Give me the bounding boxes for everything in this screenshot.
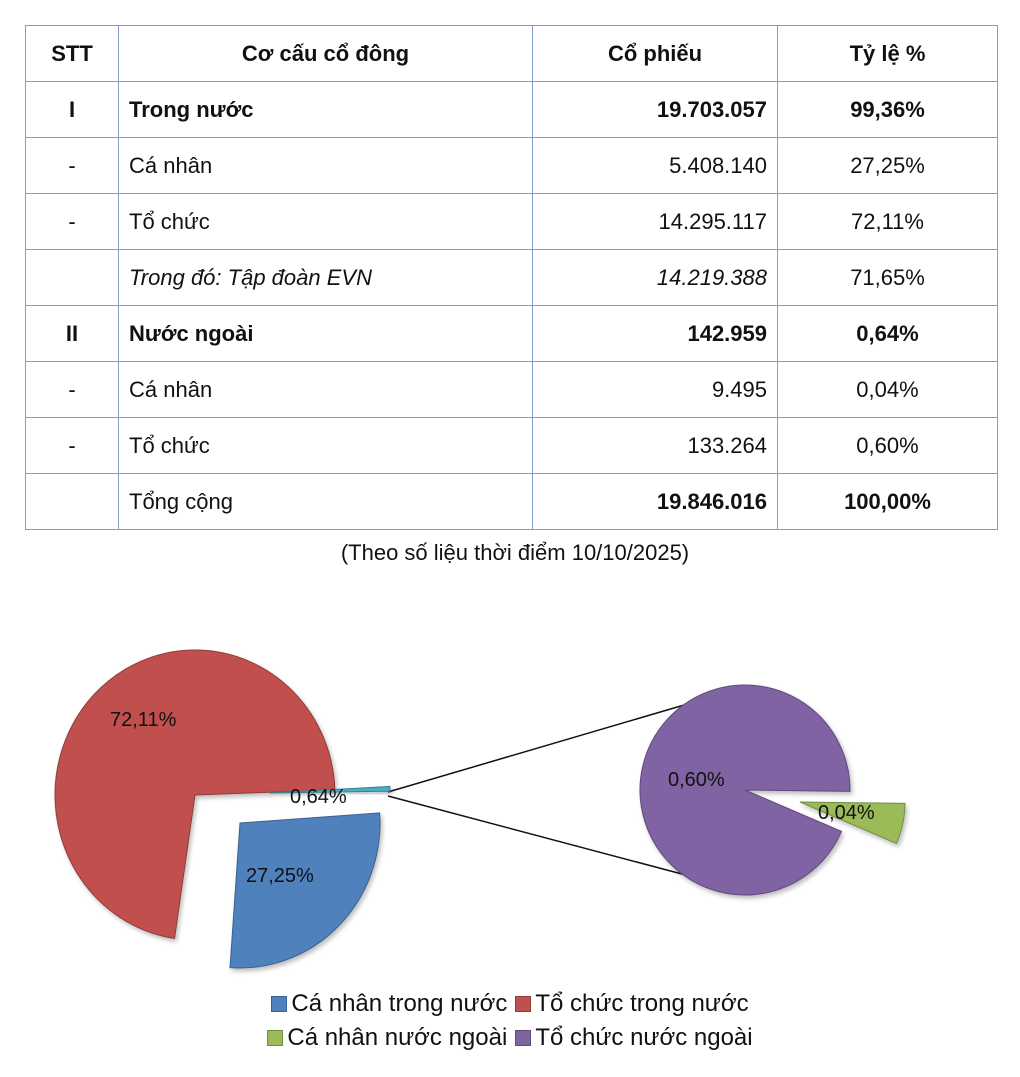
header-stt: STT bbox=[26, 26, 119, 82]
table-row bbox=[26, 250, 998, 306]
table-header-row bbox=[26, 26, 998, 82]
table-row bbox=[26, 306, 998, 362]
row-ratio: 0,64% bbox=[778, 306, 998, 362]
row-structure: Trong đó: Tập đoàn EVN bbox=[119, 250, 533, 306]
pie-of-pie-chart bbox=[0, 600, 1020, 980]
legend-label: Cá nhân nước ngoài bbox=[287, 1024, 508, 1051]
row-ratio: 0,60% bbox=[778, 418, 998, 474]
table-row bbox=[26, 362, 998, 418]
header-structure: Cơ cấu cổ đông bbox=[119, 26, 533, 82]
row-stt: - bbox=[26, 194, 119, 250]
row-ratio: 72,11% bbox=[778, 194, 998, 250]
row-stt: II bbox=[26, 306, 119, 362]
row-shares: 133.264 bbox=[533, 418, 778, 474]
row-structure: Tổ chức bbox=[119, 418, 533, 474]
row-stt: - bbox=[26, 418, 119, 474]
row-ratio: 100,00% bbox=[778, 474, 998, 530]
row-ratio: 71,65% bbox=[778, 250, 998, 306]
row-stt bbox=[26, 250, 119, 306]
legend-item bbox=[271, 990, 507, 1018]
row-shares: 9.495 bbox=[533, 362, 778, 418]
row-stt: - bbox=[26, 138, 119, 194]
pie-label-ca-nhan-trong-nuoc: 27,25% bbox=[246, 865, 314, 887]
row-structure: Cá nhân bbox=[119, 362, 533, 418]
row-ratio: 27,25% bbox=[778, 138, 998, 194]
row-structure: Cá nhân bbox=[119, 138, 533, 194]
row-shares: 19.703.057 bbox=[533, 82, 778, 138]
row-ratio: 99,36% bbox=[778, 82, 998, 138]
legend-swatch bbox=[515, 996, 531, 1012]
row-structure: Nước ngoài bbox=[119, 306, 533, 362]
table-row bbox=[26, 194, 998, 250]
header-ratio: Tỷ lệ % bbox=[778, 26, 998, 82]
row-structure: Trong nước bbox=[119, 82, 533, 138]
table-body bbox=[26, 82, 998, 530]
pie-label-ca-nhan-nuoc-ngoai: 0,04% bbox=[818, 802, 875, 824]
legend-label: Tổ chức nước ngoài bbox=[535, 1024, 753, 1051]
legend-item bbox=[515, 1024, 752, 1052]
pie-label-nuoc-ngoai: 0,64% bbox=[290, 786, 347, 808]
row-stt: - bbox=[26, 362, 119, 418]
shareholder-structure-table bbox=[25, 25, 998, 530]
row-stt bbox=[26, 474, 119, 530]
legend-item bbox=[267, 1024, 507, 1052]
legend-swatch bbox=[271, 996, 287, 1012]
legend-item bbox=[515, 990, 748, 1018]
row-structure: Tổ chức bbox=[119, 194, 533, 250]
legend-label: Cá nhân trong nước bbox=[291, 990, 508, 1017]
pie-label-to-chuc-trong-nuoc: 72,11% bbox=[110, 709, 177, 731]
table-row bbox=[26, 82, 998, 138]
legend-row bbox=[0, 990, 1020, 1024]
table-row bbox=[26, 418, 998, 474]
chart-legend bbox=[0, 990, 1020, 1058]
row-shares: 14.219.388 bbox=[533, 250, 778, 306]
pie-slice-ca-nhan-trong-nuoc bbox=[230, 813, 380, 968]
row-shares: 14.295.117 bbox=[533, 194, 778, 250]
table-row bbox=[26, 138, 998, 194]
row-stt: I bbox=[26, 82, 119, 138]
legend-row bbox=[0, 1024, 1020, 1058]
pie-label-to-chuc-nuoc-ngoai: 0,60% bbox=[668, 769, 725, 791]
row-ratio: 0,04% bbox=[778, 362, 998, 418]
header-shares: Cổ phiếu bbox=[533, 26, 778, 82]
legend-swatch bbox=[267, 1030, 283, 1046]
row-structure: Tổng cộng bbox=[119, 474, 533, 530]
row-shares: 19.846.016 bbox=[533, 474, 778, 530]
row-shares: 142.959 bbox=[533, 306, 778, 362]
row-shares: 5.408.140 bbox=[533, 138, 778, 194]
table-caption: (Theo số liệu thời điểm 10/10/2025) bbox=[340, 540, 690, 565]
legend-swatch bbox=[515, 1030, 531, 1046]
table-row bbox=[26, 474, 998, 530]
legend-label: Tổ chức trong nước bbox=[535, 990, 749, 1017]
